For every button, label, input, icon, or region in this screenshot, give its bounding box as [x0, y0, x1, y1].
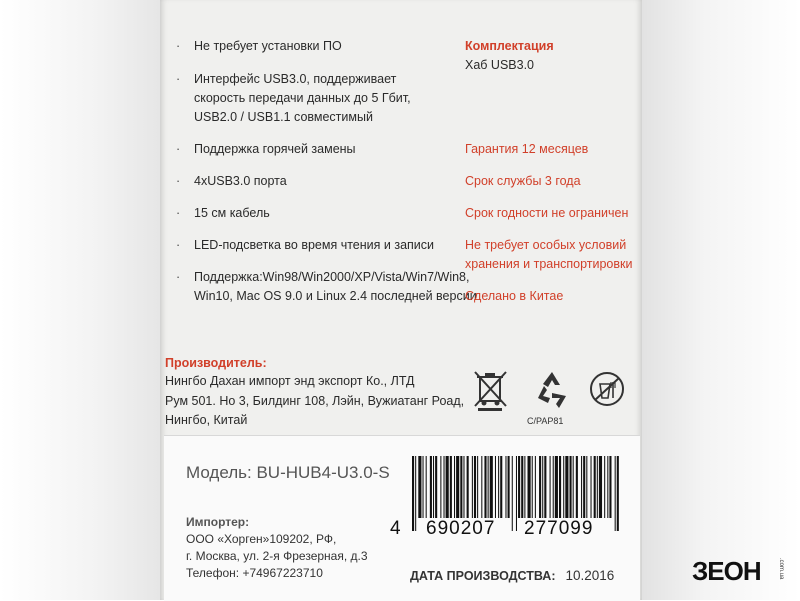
bullet-icon: · — [176, 270, 181, 284]
production-date — [410, 568, 614, 583]
store-logo: ЗЕОН — [692, 556, 761, 586]
importer-line: ООО «Хорген»109202, РФ, — [186, 532, 337, 546]
recycle-code: C/PAP81 — [527, 416, 564, 426]
importer-title: Импортер: — [186, 515, 250, 529]
model-label: Модель: BU-HUB4-U3.0-S — [186, 463, 390, 482]
barcode-digit-first: 4 — [390, 518, 402, 539]
info-sticker — [164, 435, 640, 601]
box-edge-right — [642, 0, 800, 600]
importer-line: г. Москва, ул. 2-я Фрезерная, д.3 — [186, 549, 368, 563]
bullet-icon: · — [176, 238, 181, 252]
barcode-digits-left: 690207 — [426, 518, 496, 539]
not-food-safe-icon — [588, 370, 626, 408]
manufacturer-line: Нингбо Дахан импорт энд экспорт Ко., ЛТД — [165, 374, 415, 388]
warranty-text: Гарантия 12 месяцев — [465, 142, 589, 156]
service-life-text: Срок службы 3 года — [465, 174, 581, 188]
storage-text: Не требует особых условий — [465, 238, 627, 252]
production-date-value: 10.2016 — [565, 568, 615, 583]
store-logo-sub: .com.ua — [778, 558, 784, 580]
recycle-icon — [532, 368, 572, 412]
production-date-label: ДАТА ПРОИЗВОДСТВА: — [410, 569, 556, 583]
crossed-bin-icon — [470, 368, 510, 412]
storage-text-cont: хранения и транспортировки — [465, 257, 633, 271]
package-panel: · Не требует установки ПО · Интерфейс USB3.0, поддерживает скорость передачи данных до 5 Гбит, USB2.0 / USB1.1 совместимый · Поддержка горячей замены · 4xUSB3.0 порта · 15 см кабель · LED-подсветка во время чтения и записи · Поддержка:Win98/Win2000/XP/Vista/Win7/Win8, Win10, Mac OS 9.0 и Linux 2.4 последней версии Комплектация Хаб USB3.0 Гарантия 12 месяцев Срок службы 3 года Срок годности не ограничен Не требует особых условий хранения и транспортировки Сделано в Китае Производитель: Нингбо Дахан импорт энд экспорт Ко., ЛТД Рум 501. Но 3, Билдинг 108, Лэйн, Вужиатанг Роад, Нингбо, Китай C/PAP81 Модель: BU-HUB4-U3.0-S Импортер: ООО «Хорген»109202, РФ, г. Москва, ул. 2-я Фрезерная, д.3 Телефон: +74967223710 4 690207 277099 ДАТА ПРОИЗВОДСТВА: 10.2016 — [160, 0, 642, 600]
package-title: Комплектация — [465, 39, 554, 53]
manufacturer-line: Нингбо, Китай — [165, 413, 248, 427]
package-item: Хаб USB3.0 — [465, 58, 535, 72]
made-in-text: Сделано в Китае — [465, 289, 564, 303]
box-edge-left — [0, 0, 160, 600]
bullet-icon: · — [176, 174, 181, 188]
bullet-icon: · — [176, 206, 181, 220]
shelf-life-text: Срок годности не ограничен — [465, 206, 629, 220]
barcode-digits-right: 277099 — [524, 518, 594, 539]
bullet-icon: · — [176, 142, 181, 156]
bullet-icon: · — [176, 72, 181, 86]
bullet-icon: · — [176, 39, 181, 53]
importer-line: Телефон: +74967223710 — [186, 566, 323, 580]
manufacturer-line: Рум 501. Но 3, Билдинг 108, Лэйн, Вужиатанг Роад, — [165, 394, 465, 408]
manufacturer-title: Производитель: — [165, 356, 267, 370]
